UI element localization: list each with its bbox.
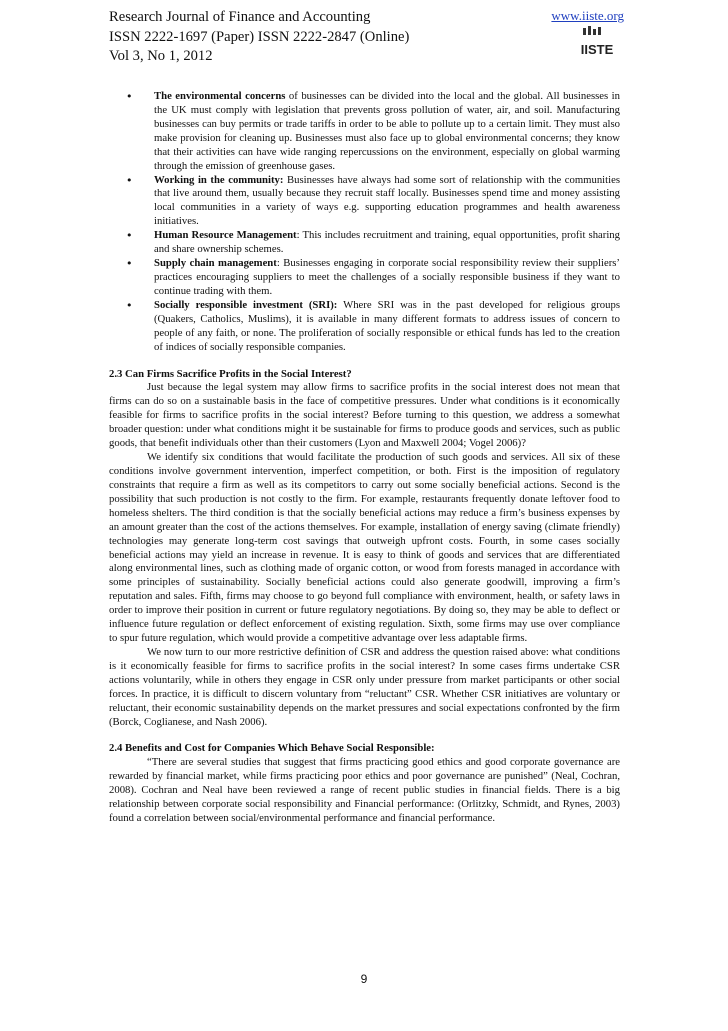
- bullet-lead: The environmental concerns: [154, 90, 286, 102]
- list-item: [109, 174, 620, 230]
- bullet-text: : This includes recruitment and training, equal opportunities, profit sharing and share ownership schemes.: [154, 229, 620, 256]
- bullet-icon: •: [126, 229, 133, 243]
- page-header: [109, 8, 624, 67]
- paragraph: We identify six conditions that would facilitate the production of such goods and services. All six of these conditions involve government intervention, imperfect competition, or both. First is the imposition of regulatory constraints that require a firm as well as its competitors to carry out some socially beneficial actions. Second is the possibility that such production is not costly to the firm. For example, restaurants frequently donate leftover food to homeless shelters. The third condition is that the socially beneficial actions may reduce a firm’s business expenses by an amount greater than the cost of the actions themselves. For example, installation of energy saving (climate friendly) technologies may generate long-term cost savings that outweigh upfront costs. Fourth, in some cases socially beneficial actions may yield an increase in revenue. It is easy to think of goods and services that are differentiated along environmental lines, such as clothing made of organic cotton, or wood from forests managed in accordance with some principles of sustainability. Socially beneficial actions could also generate goodwill, improving a firm’s reputation and sales. Fifth, firms may choose to go beyond full compliance with environment, health, or safety laws in order to improve their position in current or future regulatory negotiations. By doing so, they may be able to deflect or influence future regulation or deflect enforcement of existing regulation. Sixth, some firms may use over compliance to spur future regulation, which would provide a competitive advantage over less adaptable firms.: [109, 451, 620, 645]
- bullet-lead: Socially responsible investment (SRI):: [154, 298, 338, 311]
- logo-text: IISTE: [580, 42, 614, 57]
- bullet-text: Businesses have always had some sort of relationship with the communities that live around them, usually because they recruit staff locally. Businesses spend time and money assisting local communities in a variety of ways e.g. supporting education programmes and health awareness initiatives.: [154, 173, 620, 228]
- list-item: [109, 229, 620, 257]
- bullet-text: of businesses can be divided into the local and the global. All businesses in the UK must comply with legislation that prevents gross pollution of water, air, and soil. Manufacturing businesses can buy permits or trade tariffs in order to be able to pollute up to a certain limit. They must also make provision for cleaning up. Businesses must also face up to global environmental concerns; they know that their activities can have wide ranging repercussions on the environment, especially on global warming through the emission of greenhouse gases.: [154, 90, 620, 172]
- bullet-text: Where SRI was in the past developed for religious groups (Quakers, Catholics, Muslims), it is available in many different formats to address issues of concern to people of any faith, or none. The proliferation of socially responsible or ethical funds has led to the creation of indices of socially responsible companies.: [154, 298, 620, 353]
- website-link[interactable]: www.iiste.org: [551, 8, 624, 23]
- issn-line: ISSN 2222-1697 (Paper) ISSN 2222-2847 (Online): [109, 28, 410, 45]
- paragraph: “There are several studies that suggest that firms practicing good ethics and good corporate governance are rewarded by financial market, while firms practicing poor ethics and poor governance are punished” (Neal, Cochran, 2008). Cochran and Neal have been reviewed a range of recent public studies in financial fields. There is a big relationship between corporate social responsibility and Financial performance: (Orlitzky, Schmidt, and Rynes, 2003) found a correlation between social/environmental performance and financial performance.: [109, 756, 620, 825]
- bullet-icon: •: [126, 257, 133, 271]
- list-item: [109, 90, 620, 174]
- bullet-list: [109, 90, 620, 355]
- iiste-logo-icon: [580, 26, 614, 60]
- list-item: [109, 299, 620, 355]
- bullet-lead: Human Resource Management: [154, 229, 297, 242]
- bullet-lead: Supply chain management: [154, 257, 277, 270]
- section-heading-2-4: 2.4 Benefits and Cost for Companies Which Behave Social Responsible:: [109, 742, 435, 755]
- journal-title: Research Journal of Finance and Accounting: [109, 9, 371, 25]
- list-item: [109, 257, 620, 299]
- paragraph: Just because the legal system may allow firms to sacrifice profits in the social interest does not mean that firms can do so on a sustainable basis in the face of competitive pressures. Under what conditions is it economically feasible for firms to sacrifice profits in the social interest? Before turning to this question, we address a somewhat broader question: under what conditions might it be sustainable for firms to produce goods and services, such as public goods, that benefit individuals other than their customers (Lyon and Maxwell 2004; Vogel 2006)?: [109, 381, 620, 450]
- bullet-icon: •: [126, 90, 133, 103]
- page-number: 9: [360, 972, 368, 986]
- bullet-icon: •: [126, 298, 133, 312]
- bullet-lead: Working in the community:: [154, 173, 284, 186]
- volume-line: Vol 3, No 1, 2012: [109, 48, 213, 64]
- bullet-text: : Businesses engaging in corporate social responsibility review their suppliers’ practices encouraging suppliers to meet the challenges of a socially responsible business if they want to continue trading with them.: [154, 257, 620, 297]
- section-heading-2-3: 2.3 Can Firms Sacrifice Profits in the Social Interest?: [109, 367, 352, 380]
- main-content: [109, 90, 620, 826]
- paragraph: We now turn to our more restrictive definition of CSR and address the question raised above: what conditions is it economically feasible for firms to sacrifice profits in the social interest? In some cases firms undertake CSR actions voluntarily, while in others they engage in CSR only under pressure from market participants or other social forces. In practice, it is difficult to discern voluntary from “reluctant” CSR. Whether CSR initiatives are voluntary or reluctant, their economic sustainability depends on the market pressures and social expectations confronted by the firm (Borck, Coglianese, and Nash 2006).: [109, 645, 620, 728]
- bullet-icon: •: [126, 173, 133, 187]
